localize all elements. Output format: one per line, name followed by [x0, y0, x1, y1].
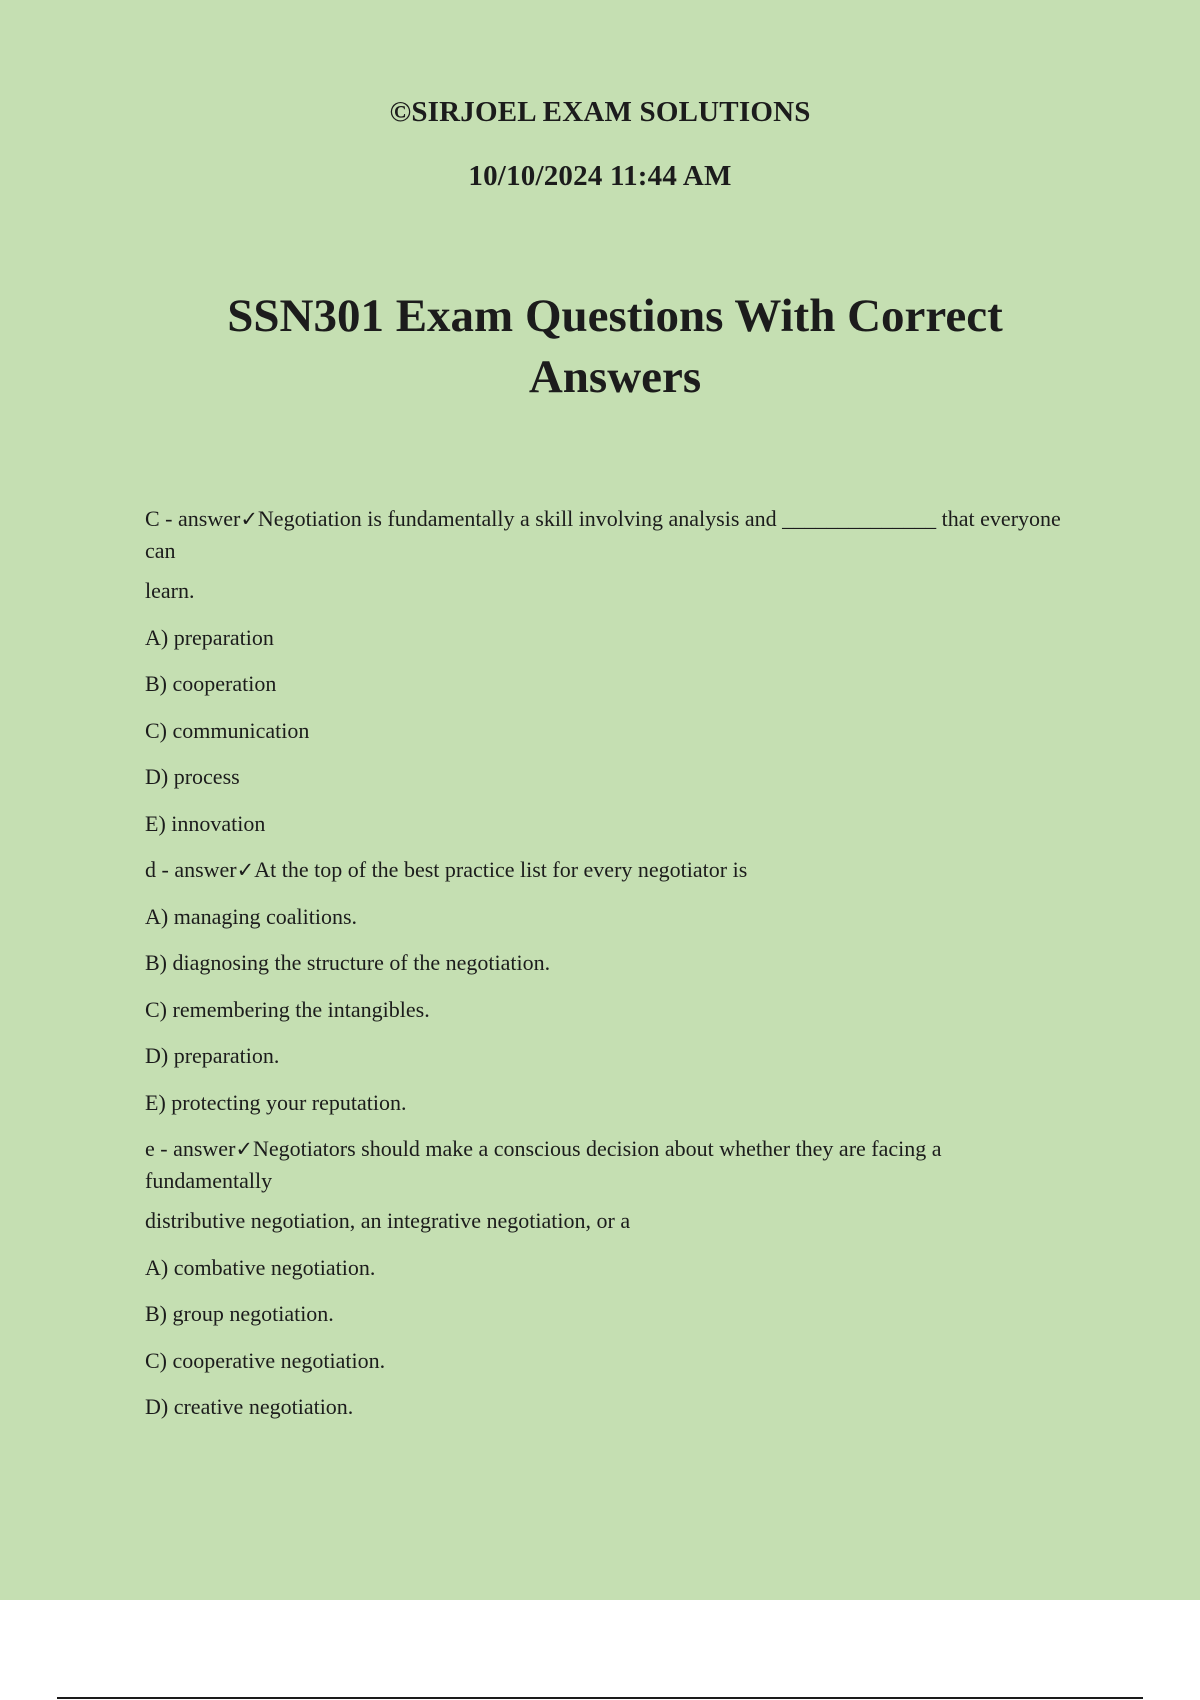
answer-label: d - answer — [145, 857, 237, 882]
question-text: At the top of the best practice list for every negotiator is — [254, 857, 748, 882]
option-item: C) remembering the intangibles. — [145, 996, 430, 1022]
option-item: D) process — [145, 764, 240, 789]
document-title: SSN301 Exam Questions With Correct Answers — [227, 290, 1003, 403]
answer-label: e - answer — [145, 1136, 236, 1161]
option-item: C) communication — [145, 717, 310, 743]
option-item: D) creative negotiation. — [145, 1394, 354, 1419]
question-3-stem-cont: distributive negotiation, an integrative negotiation, or a — [145, 1208, 631, 1233]
question-text: Negotiators should make a conscious decision about whether they are facing a fundamentally — [145, 1136, 942, 1193]
checkmark-icon: ✓ — [235, 1137, 254, 1161]
question-1-stem-cont: learn. — [145, 578, 195, 603]
question-2-stem — [145, 854, 1065, 886]
checkmark-icon: ✓ — [236, 858, 255, 882]
option-item: B) group negotiation. — [145, 1301, 334, 1326]
option-item: A) preparation — [145, 624, 274, 650]
option-item: C) cooperative negotiation. — [145, 1347, 386, 1373]
answer-label: C - answer — [145, 506, 241, 531]
question-3-stem — [145, 1133, 1065, 1197]
brand-header: ©SIRJOEL EXAM SOLUTIONS — [389, 96, 811, 128]
option-item: D) preparation. — [145, 1043, 280, 1068]
option-item: B) cooperation — [145, 671, 277, 696]
question-text: Negotiation is fundamentally a skill involving analysis and ______________ that everyone can — [145, 506, 1061, 563]
question-1-stem — [145, 503, 1065, 567]
footer-divider — [57, 1697, 1143, 1699]
datetime-header: 10/10/2024 11:44 AM — [468, 160, 732, 192]
questions-body — [145, 503, 1065, 1438]
option-item: A) managing coalitions. — [145, 903, 358, 929]
option-item: B) diagnosing the structure of the negotiation. — [145, 950, 551, 975]
option-item: A) combative negotiation. — [145, 1254, 376, 1280]
option-item: E) protecting your reputation. — [145, 1089, 407, 1115]
checkmark-icon: ✓ — [240, 507, 258, 531]
option-item: E) innovation — [145, 810, 266, 836]
